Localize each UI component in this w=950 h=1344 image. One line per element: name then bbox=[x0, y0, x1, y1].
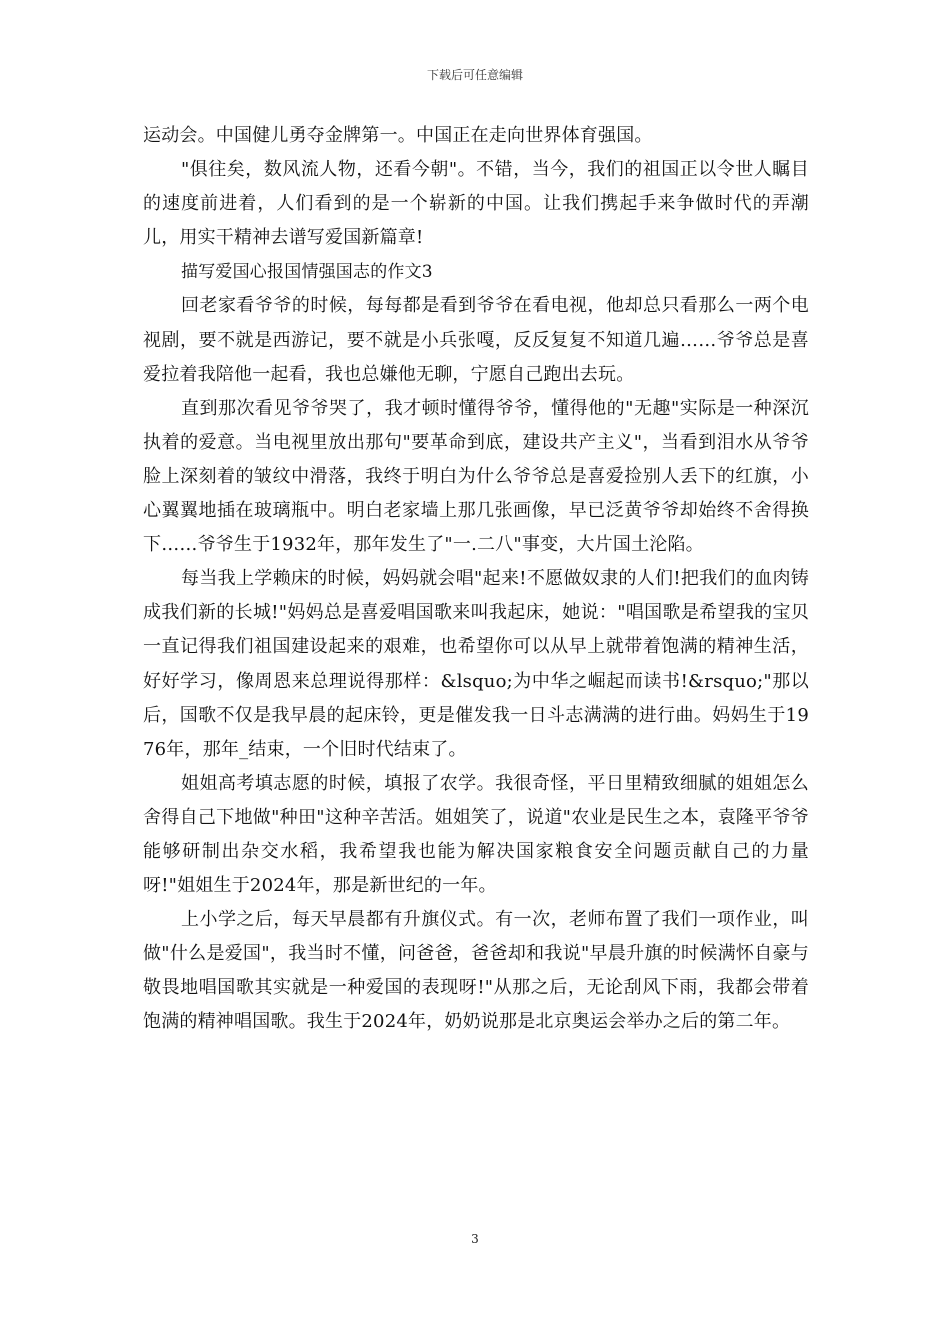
paragraph-sister-agriculture: 姐姐高考填志愿的时候，填报了农学。我很奇怪，平日里精致细腻的姐姐怎么舍得自己下地做"种田"这种辛苦活。姐姐笑了，说道"农业是民生之本，袁隆平爷爷能够研制出杂交水稻，我希望我也能为解决国家粮食安全问题贡献自己的力量呀!"姐姐生于2024年，那是新世纪的一年。 bbox=[143, 772, 809, 897]
document-body bbox=[143, 119, 809, 1040]
paragraph-school-flag: 上小学之后，每天早晨都有升旗仪式。有一次，老师布置了我们一项作业，叫做"什么是爱国"，我当时不懂，问爸爸，爸爸却和我说"早晨升旗的时候满怀自豪与敬畏地唱国歌其实就是一种爱国的表现呀!"从那之后，无论刮风下雨，我都会带着饱满的精神唱国歌。我生于2024年，奶奶说那是北京奥运会举办之后的第二年。 bbox=[143, 909, 809, 1033]
paragraph-mom-anthem: 每当我上学赖床的时候，妈妈就会唱"起来!不愿做奴隶的人们!把我们的血肉铸成我们新的长城!"妈妈总是喜爱唱国歌来叫我起床，她说："唱国歌是希望我的宝贝一直记得我们祖国建设起来的艰难，也希望你可以从早上就带着饱满的精神生活，好好学习，像周恩来总理说得那样：&lsquo;为中华之崛起而读书!&rsquo;"那以后，国歌不仅是我早晨的起床铃，更是催发我一日斗志满满的进行曲。妈妈生于1976年，那年_结束，一个旧时代结束了。 bbox=[143, 568, 809, 760]
paragraph-continuation: 运动会。中国健儿勇夺金牌第一。中国正在走向世界体育强国。 bbox=[143, 125, 653, 146]
paragraph-grandpa-tv: 回老家看爷爷的时候，每每都是看到爷爷在看电视，他却总只看那么一两个电视剧，要不就是西游记，要不就是小兵张嘎，反反复复不知道几遍……爷爷总是喜爱拉着我陪他一起看，我也总嫌他无聊，宁愿自己跑出去玩。 bbox=[143, 295, 809, 385]
page-number: 3 bbox=[471, 1232, 479, 1246]
essay-title: 描写爱国心报国情强国志的作文3 bbox=[181, 262, 433, 283]
paragraph-quote-conclusion: "俱往矣，数风流人物，还看今朝"。不错，当今，我们的祖国正以令世人瞩目的速度前进着，人们看到的是一个崭新的中国。让我们携起手来争做时代的弄潮儿，用实干精神去谱写爱国新篇章! bbox=[143, 159, 809, 249]
page-header: 下载后可任意编辑 bbox=[426, 68, 523, 82]
paragraph-grandpa-cry: 直到那次看见爷爷哭了，我才顿时懂得爷爷，懂得他的"无趣"实际是一种深沉执着的爱意。当电视里放出那句"要革命到底，建设共产主义"，当看到泪水从爷爷脸上深刻着的皱纹中滑落，我终于明白为什么爷爷总是喜爱捡别人丢下的红旗，小心翼翼地插在玻璃瓶中。明白老家墙上那几张画像，早已泛黄爷爷却始终不舍得换下……爷爷生于1932年，那年发生了"一.二八"事变，大片国土沦陷。 bbox=[143, 397, 809, 556]
